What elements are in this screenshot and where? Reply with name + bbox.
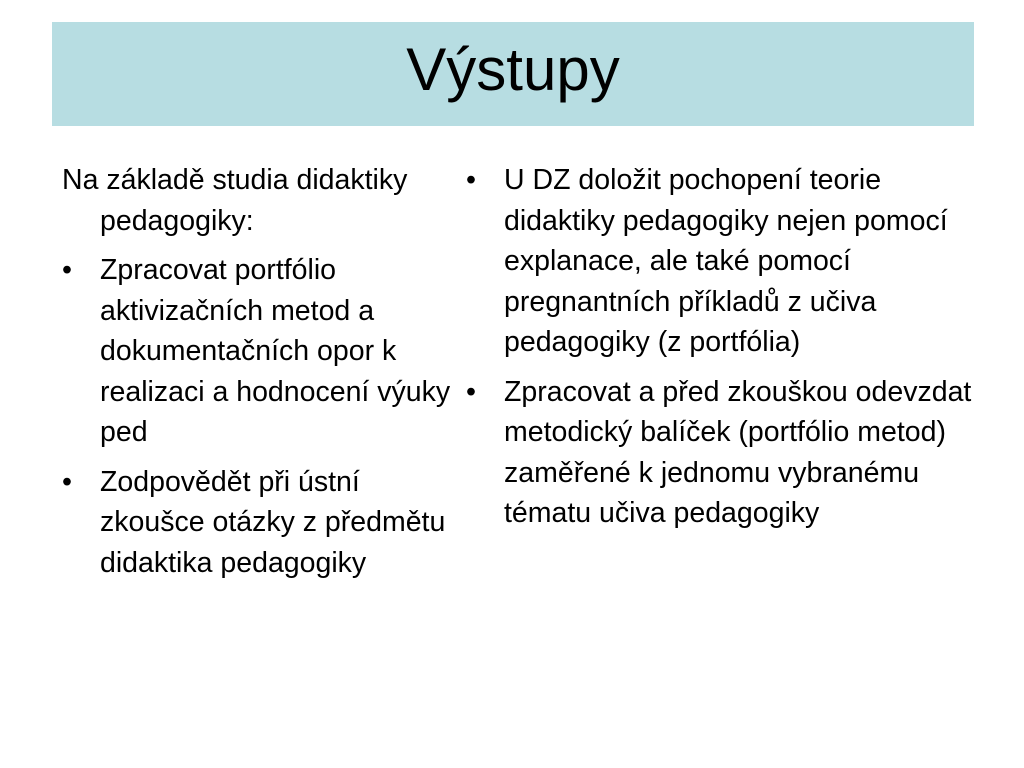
right-bullet-item <box>466 160 976 363</box>
left-bullet-item <box>62 462 457 584</box>
left-bullet-text: Zodpovědět při ústní zkoušce otázky z předmětu didaktika pedagogiky <box>100 465 446 579</box>
left-intro-text: Na základě studia didaktiky pedagogiky: <box>62 164 408 237</box>
left-bullet-item <box>62 250 457 453</box>
bullet-icon: • <box>62 465 72 498</box>
right-bullet-text: U DZ doložit pochopení teorie didaktiky pedagogiky nejen pomocí explanace, ale také pomocí pregnantních příkladů z učiva pedagogiky (z portfólia) <box>504 164 948 358</box>
bullet-icon: • <box>62 254 72 286</box>
bullet-icon: • <box>466 375 476 408</box>
left-bullet-text: Zpracovat portfólio aktivizačních metod a dokumentačních opor k realizaci a hodnocení výuky ped <box>100 254 451 448</box>
title-band <box>52 22 974 126</box>
slide-title: Výstupy <box>406 36 620 103</box>
right-bullet-item <box>466 372 976 534</box>
right-bullet-text: Zpracovat a před zkouškou odevzdat metodický balíček (portfólio metod) zaměřené k jednomu vybranému tématu učiva pedagogiky <box>504 375 972 529</box>
bullet-icon: • <box>466 164 476 196</box>
left-column <box>62 160 457 592</box>
right-column <box>466 160 976 543</box>
